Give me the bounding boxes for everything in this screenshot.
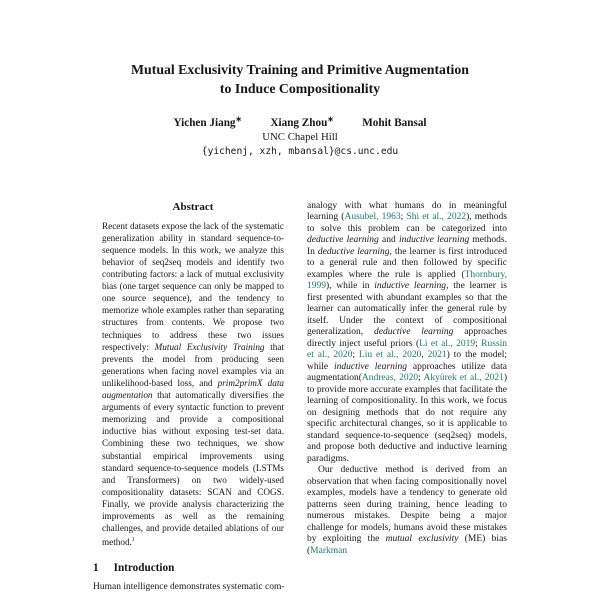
author-2-mark: ∗ xyxy=(327,115,334,123)
intro-paragraph: Human intelligence demonstrates systematic com- xyxy=(93,582,285,593)
author-2-name: Xiang Zhou xyxy=(270,116,328,129)
text-segment: methods. In xyxy=(307,235,507,257)
text-segment: prim2primX data augmentation xyxy=(102,377,284,401)
text-segment: ), while in xyxy=(326,281,375,292)
text-segment: Recent datasets expose the lack of the systematic generalization ability in standard sequence-to-sequence models. In this work, we analyze this behavior of seq2seq models and identify two contributing factors: a lack of mutual exclusivity bias (one target sequence can only be mapped to one source sequence), and the tendency to memorize whole examples rather than separating structures from contents. We propose two techniques to address these two issues respectively: xyxy=(102,220,284,352)
text-segment: that prevents the model from producing seen generations when facing novel examples via an unlikelihood-based loss, and xyxy=(102,341,284,388)
citation-link[interactable]: Andreas, 2020 xyxy=(361,373,419,384)
text-segment: Mutual Exclusivity Training xyxy=(154,341,265,352)
citation-link[interactable]: Shi et al., 2022 xyxy=(406,212,467,223)
section-title: Introduction xyxy=(113,562,175,575)
text-segment: , the learner is first presented with abundant examples so that the learner can automatically infer the general rule by itself. Under the context of compositional generalization, xyxy=(307,281,507,338)
text-segment: ; xyxy=(352,350,359,361)
paper-title-line-2: to Induce Compositionality xyxy=(219,81,381,96)
text-segment: deductive learning xyxy=(317,246,390,257)
section-heading-introduction xyxy=(93,562,293,574)
citation-link[interactable]: Russin et al., 2020 xyxy=(307,338,508,361)
abstract-heading: Abstract xyxy=(172,200,214,213)
text-segment: analogy with what humans do in meaningful learning ( xyxy=(307,200,507,223)
text-segment: mutual exclusivity xyxy=(385,534,459,545)
text-segment: 1 xyxy=(131,537,135,544)
paper-title xyxy=(0,60,600,98)
text-segment: ) to the model; while xyxy=(307,350,508,372)
text-segment: Our deductive method is derived from an observation that when facing compositionally novel examples, models have a tendency to generate old patterns seen during training, hence leading to numerous mistakes. Despite being a major challenge for models, humans avoid these mistakes by exploiting the xyxy=(307,465,507,545)
author-3-name: Mohit Bansal xyxy=(362,116,427,129)
citation-link[interactable]: Akyürek et al., 2021 xyxy=(423,373,504,384)
author-row xyxy=(0,114,600,129)
text-segment: inductive learning xyxy=(398,235,470,246)
abstract-body xyxy=(93,220,293,549)
affiliation: UNC Chapel Hill xyxy=(262,130,338,143)
text-segment: ; xyxy=(400,212,407,223)
citation-link[interactable]: Markman xyxy=(310,545,348,556)
text-segment: , xyxy=(421,350,428,361)
text-segment: ), methods to solve this problem can be categorized into xyxy=(307,212,507,234)
author-2 xyxy=(270,117,333,129)
text-segment: that automatically diversifies the arguments of every syntactic function to prevent memorizing and provide a compositional inductive bias without exposing test-set data. Combining these two techniques, we show substantial empirical improvements using standard sequence-to-sequence models (LSTMs and Transformers) on two widely-used compositionality datasets: SCAN and COGS. Finally, we provide analysis characterizing the improvements as well as the remaining challenges, and provide detailed ablations of our method. xyxy=(102,390,284,548)
right-paragraph-2 xyxy=(307,465,507,557)
text-segment: ; xyxy=(475,338,482,349)
citation-link[interactable]: Ausubel, 1963 xyxy=(344,212,401,223)
right-column xyxy=(307,201,507,594)
text-segment: ) to provide more accurate examples that facilitate the learning of compositionality. In this work, we focus on designing methods that do not require any specific architectural changes, so it is applicable to standard sequence-to-sequence (seq2seq) models, and propose both deductive and inductive learning paradigms. xyxy=(307,373,507,464)
email-line: {yichenj, xzh, mbansal}@cs.unc.edu xyxy=(201,145,399,157)
author-1-mark: ∗ xyxy=(235,115,242,123)
right-paragraph-1 xyxy=(307,201,507,466)
text-segment: , the learner is first introduced to a general rule and then followed by specific examples where the rule is applied ( xyxy=(307,246,507,280)
author-3 xyxy=(362,117,426,129)
citation-link[interactable]: Li et al., 2019 xyxy=(419,338,476,349)
author-1-name: Yichen Jiang xyxy=(173,116,236,129)
text-segment: approaches directly inject useful priors ( xyxy=(307,327,507,349)
text-segment: approaches utilize data augmentation( xyxy=(307,361,508,384)
citation-link[interactable]: Thornbury, 1999 xyxy=(307,269,507,292)
paper-title-line-1: Mutual Exclusivity Training and Primitive Augmentation xyxy=(131,62,469,77)
citation-link[interactable]: Liu et al., 2020 xyxy=(358,350,422,361)
text-segment: (ME) bias ( xyxy=(307,534,507,556)
two-column-body xyxy=(93,201,507,594)
text-segment: ; xyxy=(418,373,424,384)
text-segment: and xyxy=(378,235,399,246)
text-segment: inductive learning xyxy=(334,361,407,372)
text-segment: deductive learning xyxy=(307,235,379,246)
author-1 xyxy=(173,117,241,129)
text-segment: inductive learning xyxy=(374,281,447,292)
left-column xyxy=(93,201,293,594)
section-number: 1 xyxy=(93,562,99,575)
citation-link[interactable]: 2021 xyxy=(427,350,447,361)
text-segment: deductive learning xyxy=(374,327,454,338)
